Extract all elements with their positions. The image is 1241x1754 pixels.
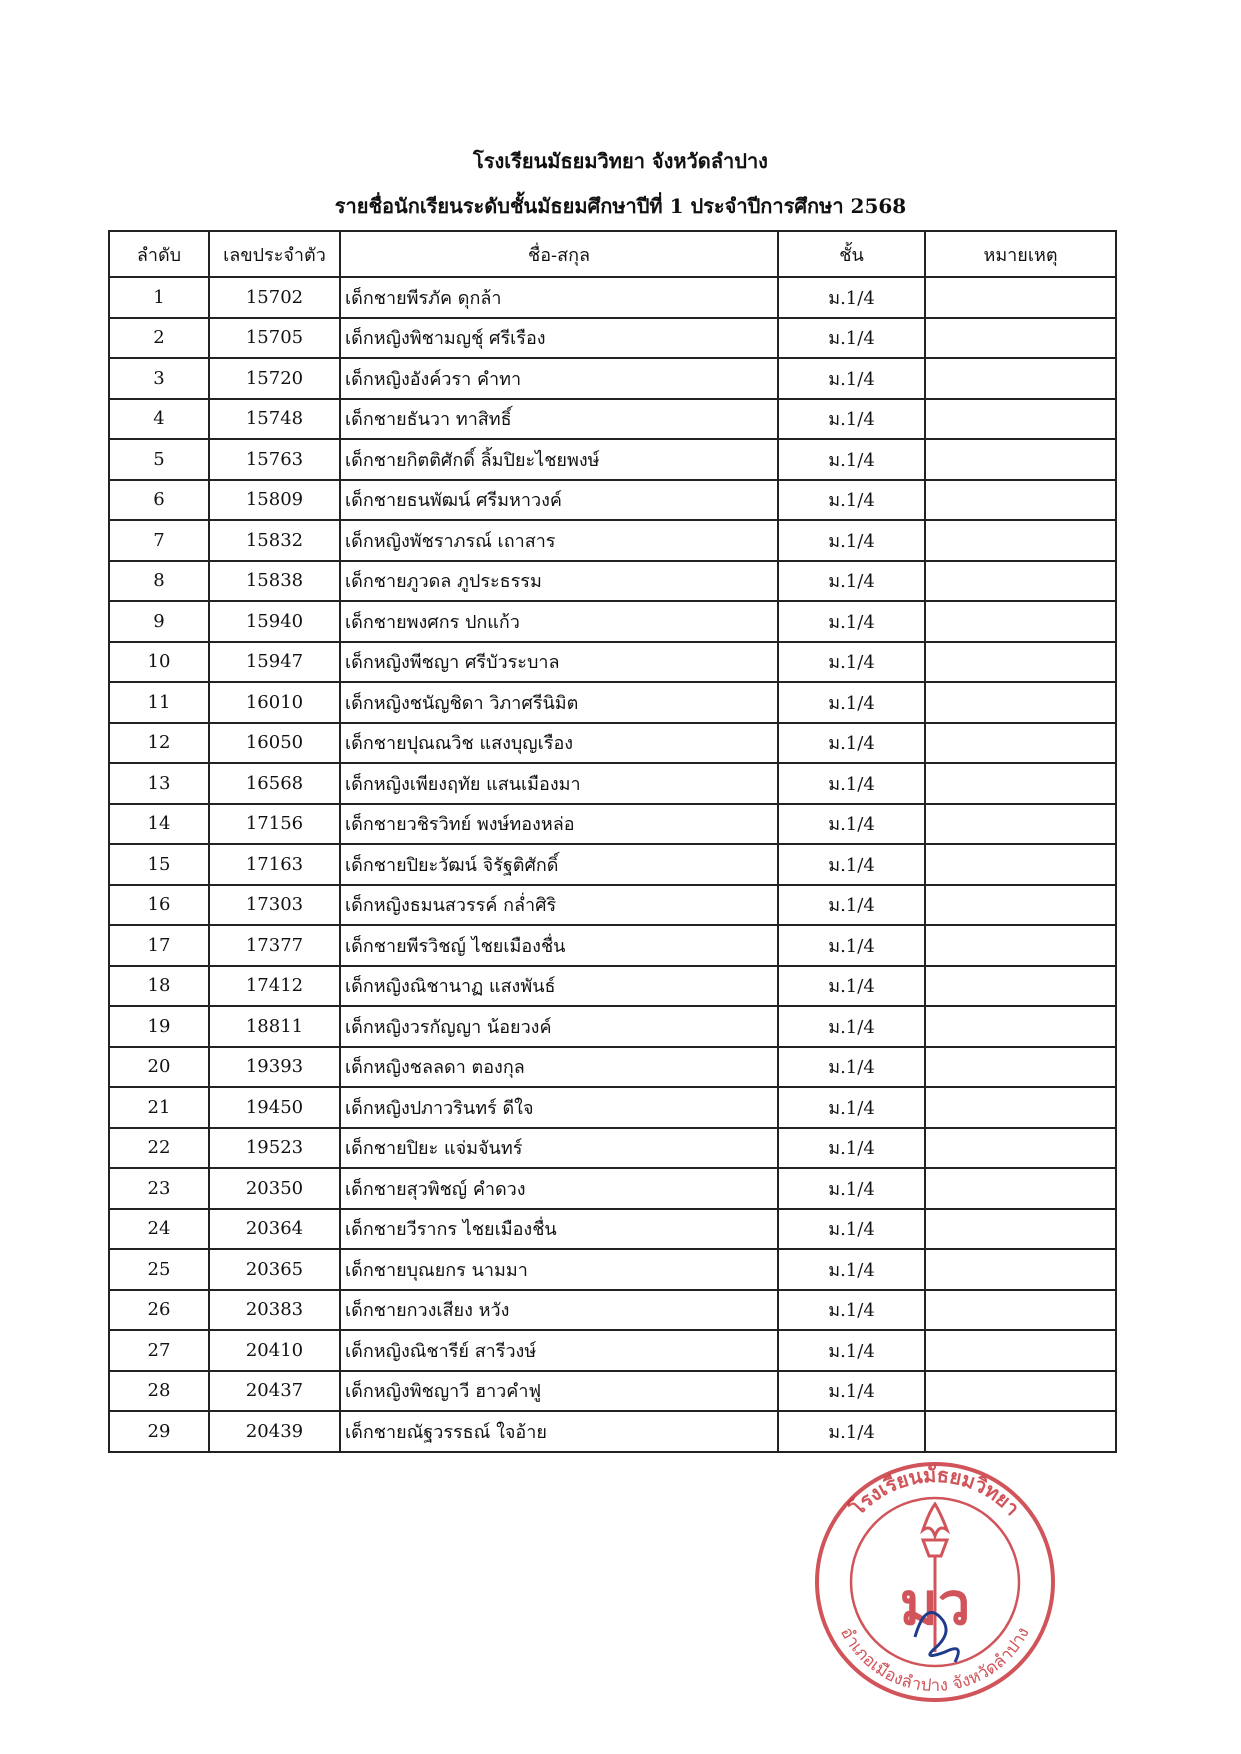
row-number: 16 [109, 885, 209, 926]
student-name: เด็กหญิงเพียงฤทัย แสนเมืองมา [340, 763, 778, 804]
class-level: ม.1/4 [778, 1371, 925, 1412]
class-level: ม.1/4 [778, 318, 925, 359]
table-row [109, 399, 1116, 440]
class-level: ม.1/4 [778, 480, 925, 521]
table-body [109, 277, 1116, 1452]
student-name: เด็กหญิงพีชญา ศรีบัวระบาล [340, 642, 778, 683]
class-level: ม.1/4 [778, 682, 925, 723]
student-name: เด็กชายปิยะ แจ่มจันทร์ [340, 1128, 778, 1169]
remark [925, 399, 1116, 440]
remark [925, 1128, 1116, 1169]
class-level: ม.1/4 [778, 1209, 925, 1250]
row-number: 17 [109, 925, 209, 966]
student-id: 15832 [209, 520, 340, 561]
student-name: เด็กชายพีรวิชญ์ ไชยเมืองชื่น [340, 925, 778, 966]
student-roster-table [108, 230, 1117, 1453]
student-name: เด็กชายปุณณวิช แสงบุญเรือง [340, 723, 778, 764]
class-level: ม.1/4 [778, 399, 925, 440]
student-id: 17156 [209, 804, 340, 845]
column-header-name: ชื่อ-สกุล [340, 231, 778, 277]
table-row [109, 1290, 1116, 1331]
table-row [109, 723, 1116, 764]
row-number: 28 [109, 1371, 209, 1412]
row-number: 22 [109, 1128, 209, 1169]
student-name: เด็กชายกวงเสียง หวัง [340, 1290, 778, 1331]
class-level: ม.1/4 [778, 1047, 925, 1088]
table-row [109, 1249, 1116, 1290]
remark [925, 1249, 1116, 1290]
student-name: เด็กหญิงณิชานาฏ แสงพันธ์ [340, 966, 778, 1007]
student-name: เด็กชายปิยะวัฒน์ จิรัฐติศักดิ์ [340, 844, 778, 885]
table-row [109, 1330, 1116, 1371]
document-subtitle: รายชื่อนักเรียนระดับชั้นมัธยมศึกษาปีที่ 1 ประจำปีการศึกษา 2568 [334, 194, 907, 218]
class-level: ม.1/4 [778, 1411, 925, 1452]
class-level: ม.1/4 [778, 1087, 925, 1128]
class-level: ม.1/4 [778, 642, 925, 683]
student-name: เด็กหญิงพิชญาวี ฮาวคำฟู [340, 1371, 778, 1412]
row-number: 18 [109, 966, 209, 1007]
row-number: 9 [109, 601, 209, 642]
student-name: เด็กหญิงชลลดา ตองกุล [340, 1047, 778, 1088]
remark [925, 642, 1116, 683]
student-id: 15940 [209, 601, 340, 642]
row-number: 11 [109, 682, 209, 723]
class-level: ม.1/4 [778, 277, 925, 318]
student-name: เด็กหญิงพิชามญชุ์ ศรีเรือง [340, 318, 778, 359]
remark [925, 966, 1116, 1007]
student-id: 19523 [209, 1128, 340, 1169]
class-level: ม.1/4 [778, 1249, 925, 1290]
table-row [109, 318, 1116, 359]
remark [925, 1087, 1116, 1128]
student-name: เด็กชายกิตติศักดิ์ ลิ้มปิยะไชยพงษ์ [340, 439, 778, 480]
student-id: 20383 [209, 1290, 340, 1331]
student-id: 20365 [209, 1249, 340, 1290]
remark [925, 1411, 1116, 1452]
class-level: ม.1/4 [778, 520, 925, 561]
student-id: 20437 [209, 1371, 340, 1412]
student-id: 15748 [209, 399, 340, 440]
class-level: ม.1/4 [778, 1168, 925, 1209]
seal-top-text: โรงเรียนมัธยมวิทยา [845, 1462, 1025, 1521]
row-number: 23 [109, 1168, 209, 1209]
remark [925, 480, 1116, 521]
remark [925, 1168, 1116, 1209]
student-name: เด็กชายภูวดล ภูประธรรม [340, 561, 778, 602]
student-name: เด็กหญิงอังค์วรา คำทา [340, 358, 778, 399]
student-name: เด็กชายพีรภัค ดุกล้า [340, 277, 778, 318]
remark [925, 804, 1116, 845]
student-id: 16050 [209, 723, 340, 764]
remark [925, 520, 1116, 561]
remark [925, 439, 1116, 480]
table-row [109, 277, 1116, 318]
row-number: 20 [109, 1047, 209, 1088]
remark [925, 561, 1116, 602]
student-id: 15720 [209, 358, 340, 399]
table-row [109, 1411, 1116, 1452]
student-name: เด็กชายณัฐวรรธณ์ ใจอ้าย [340, 1411, 778, 1452]
row-number: 24 [109, 1209, 209, 1250]
table-row [109, 804, 1116, 845]
student-name: เด็กชายบุณยกร นามมา [340, 1249, 778, 1290]
student-name: เด็กชายพงศกร ปกแก้ว [340, 601, 778, 642]
remark [925, 318, 1116, 359]
table-row [109, 885, 1116, 926]
row-number: 1 [109, 277, 209, 318]
remark [925, 1371, 1116, 1412]
remark [925, 1290, 1116, 1331]
school-seal-stamp [805, 1452, 1065, 1712]
table-row [109, 1047, 1116, 1088]
student-name: เด็กหญิงพัชราภรณ์ เถาสาร [340, 520, 778, 561]
table-row [109, 1168, 1116, 1209]
table-row [109, 561, 1116, 602]
student-id: 17163 [209, 844, 340, 885]
student-name: เด็กหญิงณิชารีย์ สารีวงษ์ [340, 1330, 778, 1371]
student-id: 15763 [209, 439, 340, 480]
class-level: ม.1/4 [778, 763, 925, 804]
row-number: 2 [109, 318, 209, 359]
student-id: 15809 [209, 480, 340, 521]
row-number: 5 [109, 439, 209, 480]
class-level: ม.1/4 [778, 723, 925, 764]
class-level: ม.1/4 [778, 1290, 925, 1331]
row-number: 26 [109, 1290, 209, 1331]
class-level: ม.1/4 [778, 966, 925, 1007]
column-header-note: หมายเหตุ [925, 231, 1116, 277]
student-id: 20439 [209, 1411, 340, 1452]
table-row [109, 925, 1116, 966]
svg-text:โรงเรียนมัธยมวิทยา [845, 1463, 1025, 1521]
remark [925, 358, 1116, 399]
column-header-no: ลำดับ [109, 231, 209, 277]
remark [925, 885, 1116, 926]
remark [925, 1209, 1116, 1250]
row-number: 6 [109, 480, 209, 521]
class-level: ม.1/4 [778, 1006, 925, 1047]
row-number: 14 [109, 804, 209, 845]
student-name: เด็กชายสุวพิชญ์ คำดวง [340, 1168, 778, 1209]
student-name: เด็กชายธันวา ทาสิทธิ์ [340, 399, 778, 440]
column-header-id: เลขประจำตัว [209, 231, 340, 277]
row-number: 13 [109, 763, 209, 804]
class-level: ม.1/4 [778, 804, 925, 845]
row-number: 8 [109, 561, 209, 602]
row-number: 10 [109, 642, 209, 683]
class-level: ม.1/4 [778, 925, 925, 966]
student-name: เด็กชายธนพัฒน์ ศรีมหาวงค์ [340, 480, 778, 521]
table-row [109, 1087, 1116, 1128]
table-row [109, 844, 1116, 885]
student-id: 16568 [209, 763, 340, 804]
remark [925, 925, 1116, 966]
remark [925, 723, 1116, 764]
table-row [109, 966, 1116, 1007]
row-number: 12 [109, 723, 209, 764]
school-title: โรงเรียนมัธยมวิทยา จังหวัดลำปาง [473, 149, 768, 173]
row-number: 19 [109, 1006, 209, 1047]
class-level: ม.1/4 [778, 844, 925, 885]
table-header-row [109, 231, 1116, 277]
remark [925, 1330, 1116, 1371]
student-id: 15705 [209, 318, 340, 359]
class-level: ม.1/4 [778, 885, 925, 926]
student-id: 15838 [209, 561, 340, 602]
student-id: 19450 [209, 1087, 340, 1128]
row-number: 7 [109, 520, 209, 561]
row-number: 25 [109, 1249, 209, 1290]
student-id: 18811 [209, 1006, 340, 1047]
table-row [109, 358, 1116, 399]
student-id: 17377 [209, 925, 340, 966]
student-name: เด็กหญิงปภาวรินทร์ ดีใจ [340, 1087, 778, 1128]
table-row [109, 1209, 1116, 1250]
table-row [109, 1006, 1116, 1047]
student-name: เด็กหญิงธมนสวรรค์ กล่ำศิริ [340, 885, 778, 926]
student-id: 20410 [209, 1330, 340, 1371]
table-row [109, 601, 1116, 642]
student-name: เด็กหญิงชนัญชิดา วิภาศรีนิมิต [340, 682, 778, 723]
class-level: ม.1/4 [778, 601, 925, 642]
row-number: 29 [109, 1411, 209, 1452]
class-level: ม.1/4 [778, 358, 925, 399]
class-level: ม.1/4 [778, 1128, 925, 1169]
student-name: เด็กชายวีรากร ไชยเมืองชื่น [340, 1209, 778, 1250]
student-id: 17303 [209, 885, 340, 926]
table-row [109, 1128, 1116, 1169]
table-row [109, 1371, 1116, 1412]
table-row [109, 520, 1116, 561]
remark [925, 844, 1116, 885]
row-number: 15 [109, 844, 209, 885]
table-row [109, 439, 1116, 480]
row-number: 4 [109, 399, 209, 440]
remark [925, 682, 1116, 723]
student-id: 17412 [209, 966, 340, 1007]
remark [925, 601, 1116, 642]
table-row [109, 642, 1116, 683]
seal-monogram: มว [899, 1570, 971, 1638]
class-level: ม.1/4 [778, 439, 925, 480]
student-id: 20350 [209, 1168, 340, 1209]
row-number: 27 [109, 1330, 209, 1371]
column-header-class: ชั้น [778, 231, 925, 277]
remark [925, 277, 1116, 318]
table-row [109, 480, 1116, 521]
row-number: 21 [109, 1087, 209, 1128]
student-id: 15947 [209, 642, 340, 683]
remark [925, 763, 1116, 804]
class-level: ม.1/4 [778, 561, 925, 602]
class-level: ม.1/4 [778, 1330, 925, 1371]
student-id: 16010 [209, 682, 340, 723]
seal-bottom-text: อำเภอเมืองลำปาง จังหวัดลำปาง [836, 1623, 1034, 1697]
remark [925, 1006, 1116, 1047]
student-name: เด็กหญิงวรกัญญา น้อยวงค์ [340, 1006, 778, 1047]
student-id: 20364 [209, 1209, 340, 1250]
table-row [109, 682, 1116, 723]
student-name: เด็กชายวชิรวิทย์ พงษ์ทองหล่อ [340, 804, 778, 845]
student-id: 15702 [209, 277, 340, 318]
row-number: 3 [109, 358, 209, 399]
student-id: 19393 [209, 1047, 340, 1088]
table-row [109, 763, 1116, 804]
remark [925, 1047, 1116, 1088]
